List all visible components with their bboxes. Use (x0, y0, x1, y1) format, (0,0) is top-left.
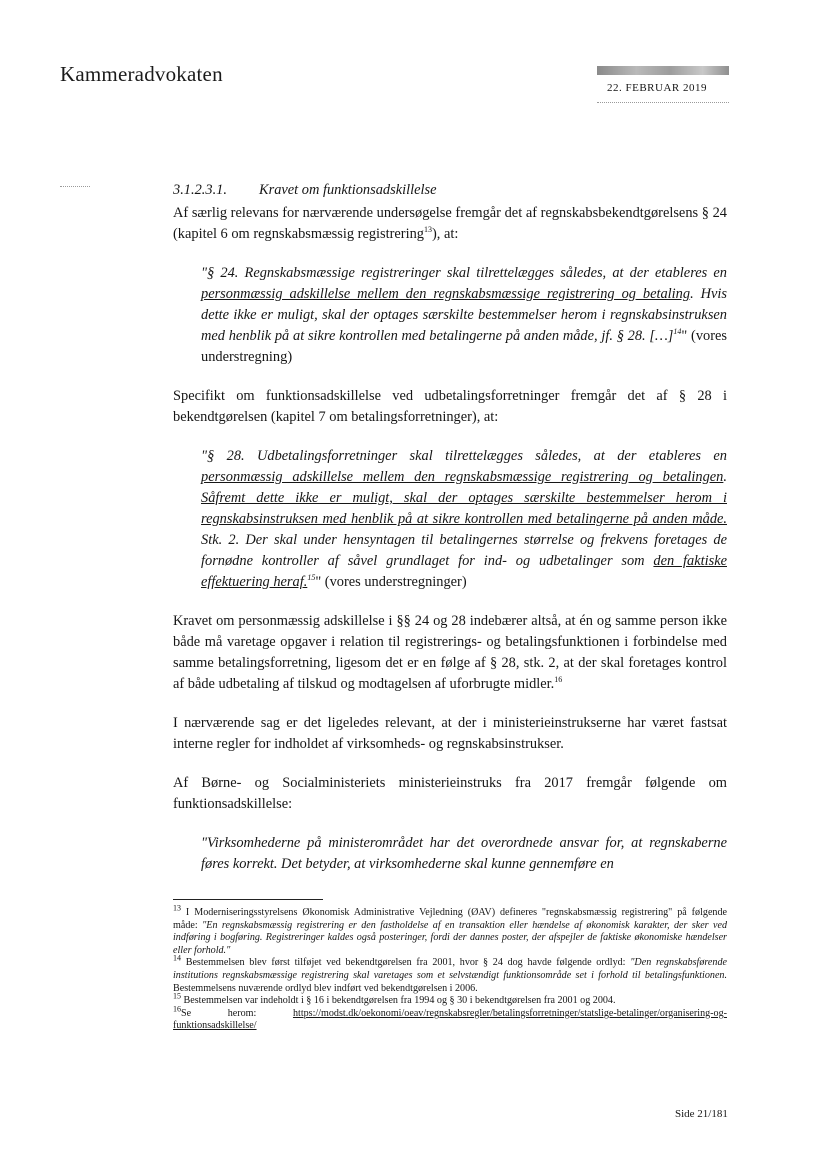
quote-underlined: personmæssig adskillelse mellem den regnskabsmæssige registrering og betaling (201, 286, 691, 302)
paragraph: Specifikt om funktionsadskillelse ved udbetalingsforretninger fremgår det af § 28 i bekendtgørelsen (kapitel 7 om betalingsforretninger), at: (173, 388, 727, 425)
paragraph: I nærværende sag er det ligeledes relevant, at der i ministerieinstrukserne har været fastsat interne regler for indholdet af virksomheds- og regnskabsinstrukser. (173, 715, 727, 752)
footnote-number: 15 (173, 991, 181, 1001)
section-title: Kravet om funktionsadskillelse (259, 182, 437, 198)
paragraph-text: Af særlig relevans for nærværende undersøgelse fremgår det af regnskabsbekendtgørelsens § 24 (kapitel 6 om regnskabsmæssig registrering (173, 205, 727, 242)
paragraph-text: ), at: (432, 226, 459, 242)
footnote-13 (173, 903, 728, 957)
footnotes (173, 903, 728, 1033)
quote-text: . (723, 469, 727, 485)
margin-dotted-rule (60, 186, 90, 187)
quote-suffix: " (vores understregning) (201, 328, 728, 365)
footnote-ref: 15 (307, 573, 316, 583)
header-bar (597, 66, 729, 75)
quote-28 (201, 446, 727, 593)
footnote-16 (173, 1004, 727, 1033)
quote-text: . Hvis dette ikke er muligt, skal der optages særskilte bestemmelser herom i regnskabsinstruksen med henblik på at sikre kontrollen med betalingerne på anden måde, jf. § 28. […] (201, 286, 727, 344)
footnote-number: 13 (173, 903, 181, 913)
page-number: Side 21/181 (675, 1108, 728, 1120)
main-body (173, 180, 727, 875)
footnote-quote: "Den regnskabsførende institutions regnskabsmæssige registrering skal varetages som et selvstændigt funktionsområde set i forhold til betalingsfunktionen. (173, 957, 727, 981)
quote-text: Stk. 2. Der skal under hensyntagen til betalingernes størrelse og frekvens foretages de fornødne kontroller af såvel grundlaget for ind- og udbetalinger som (201, 532, 727, 569)
footnote-text: I Moderniseringsstyrelsens Økonomisk Administrative Vejledning (ØAV) defineres "regnskabsmæssig registrering" på følgende måde: (173, 907, 727, 931)
quote-24 (201, 263, 727, 368)
footnote-text: Bestemmelsens nuværende ordlyd blev indført ved bekendtgørelsen i 2006. (173, 982, 478, 994)
paragraph (173, 611, 727, 695)
footnote-ref: 16 (554, 675, 563, 685)
footnote-number: 14 (173, 954, 181, 964)
header-dotted-rule (597, 102, 729, 103)
footnote-ref: 13 (424, 225, 432, 235)
section-number: 3.1.2.3.1. (173, 182, 227, 198)
quote-underlined: den faktiske effektuering heraf. (201, 553, 727, 590)
paragraph-text: Kravet om personmæssig adskillelse i §§ 24 og 28 indebærer altså, at én og samme person ikke både må varetage opgaver i relation til registrerings- og betalingsfunktionen i forbindelse med samme betalingsforretning, ligesom det er en følge af § 28, stk. 2, at der skal foretages kontrol af både udbetaling af tilskud og modtagelsen af uforbrugte midler. (173, 613, 727, 692)
brand-name: Kammeradvokaten (60, 62, 223, 86)
footnote-quote: "En regnskabsmæssig registrering er den fastholdelse af en transaktion eller hændelse af økonomisk karakter, der sker ved indføring i bogføring. Registreringer kaldes også posteringer, fordi der dannes poster, der afspejler de faktiske økonomiske hændelser eller forhold." (173, 919, 728, 956)
footnote-text: Bestemmelsen blev først tilføjet ved bekendtgørelsen fra 2001, hvor § 24 dog havde følgende ordlyd: (181, 957, 631, 969)
footnote-text: Se herom: (181, 1007, 293, 1019)
footnote-link[interactable]: https://modst.dk/oekonomi/oeav/regnskabsregler/betalingsforretninger/statslige-betalinger/organisering-og-funktionsadskillelse/ (173, 1007, 727, 1032)
footnote-15 (173, 991, 727, 1008)
footnote-14 (173, 954, 727, 995)
header-date: 22. FEBRUAR 2019 (607, 82, 707, 94)
paragraph (173, 203, 727, 245)
quote-suffix: " (vores understregninger) (315, 574, 467, 590)
paragraph: Af Børne- og Socialministeriets ministerieinstruks fra 2017 fremgår følgende om funktionsadskillelse: (173, 775, 727, 812)
footnote-number: 16 (173, 1004, 181, 1014)
quote-ministry: "Virksomhederne på ministerområdet har det overordnede ansvar for, at regnskaberne føres korrekt. Det betyder, at virksomhederne skal kunne gennemføre en (201, 835, 727, 872)
quote-underlined: personmæssig adskillelse mellem den regnskabsmæssige registrering og betalingen (201, 469, 724, 485)
quote-underlined: Såfremt dette ikke er muligt, skal der optages særskilte bestemmelser herom i regnskabsinstruksen med henblik på at sikre kontrollen med betalingerne på anden måde. (201, 490, 727, 527)
footnote-separator (173, 899, 323, 900)
quote-text: "§ 24. Regnskabsmæssige registreringer skal tilrettelægges således, at der etableres en (201, 265, 727, 281)
quote-text: "§ 28. Udbetalingsforretninger skal tilrettelægges således, at der etableres en (201, 448, 727, 464)
footnote-ref: 14 (673, 327, 682, 337)
section-heading (173, 180, 727, 201)
footnote-text: Bestemmelsen var indeholdt i § 16 i bekendtgørelsen fra 1994 og § 30 i bekendtgørelsen fra 2001 og 2004. (181, 995, 616, 1007)
